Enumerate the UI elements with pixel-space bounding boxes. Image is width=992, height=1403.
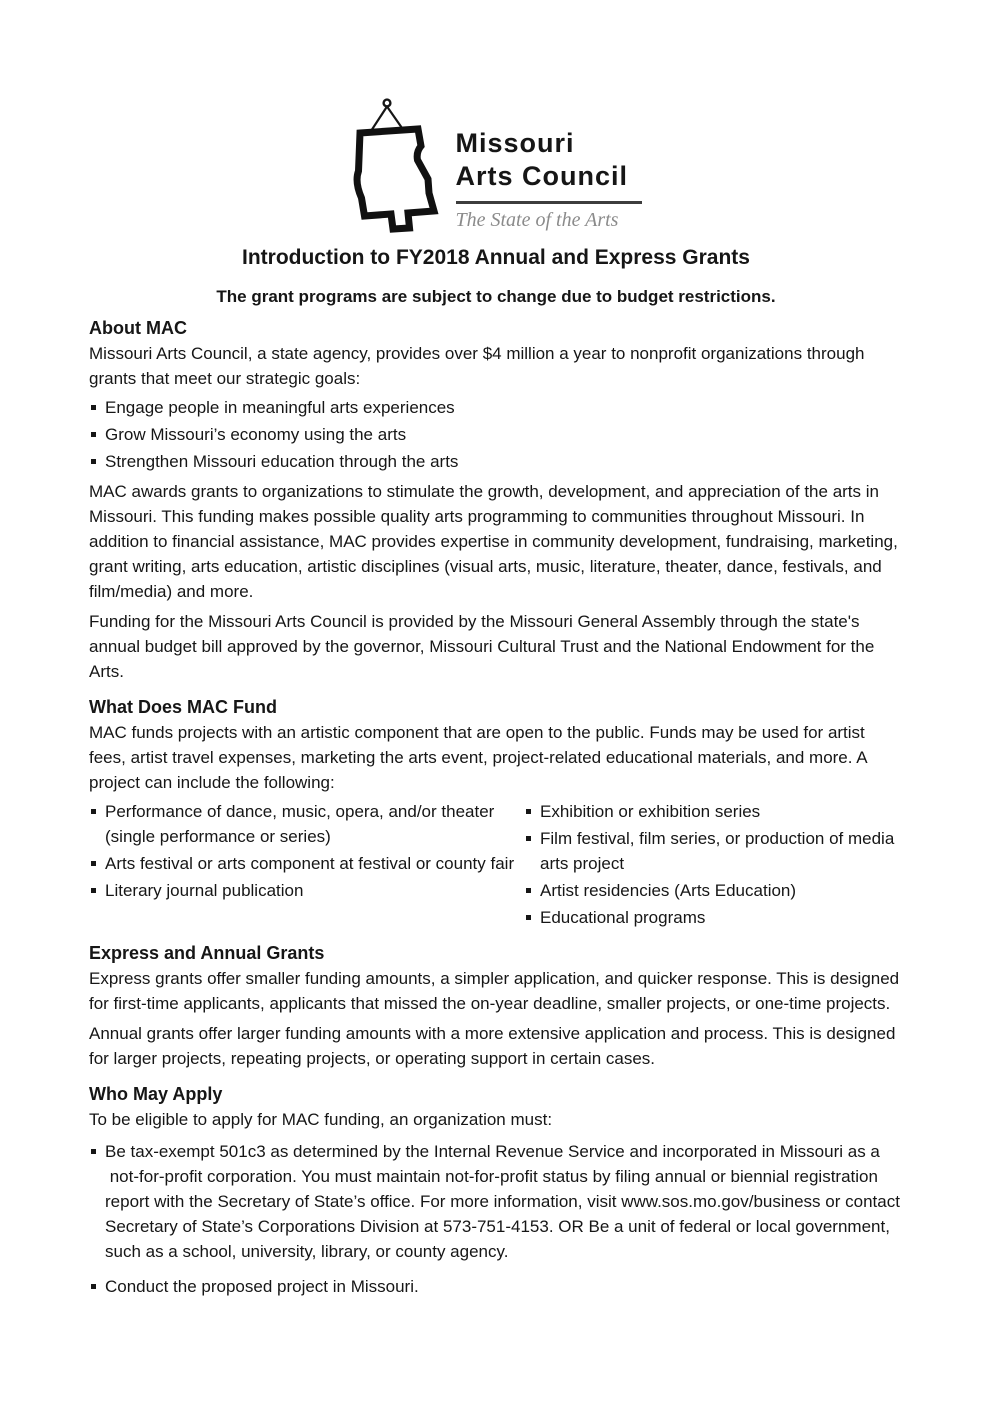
heading-about-mac: About MAC <box>89 318 187 338</box>
eligibility-list <box>89 1139 903 1299</box>
fund-list-column-left <box>89 799 524 930</box>
section-who-may-apply <box>89 1082 903 1299</box>
annual-grants-paragraph: Annual grants offer larger funding amounts with a more extensive application and process. This is designed for larger projects, repeating projects, or operating support in certain cases. <box>89 1024 896 1068</box>
logo-name-line1: Missouri <box>455 128 575 158</box>
strategic-goals-list <box>89 395 903 474</box>
missouri-state-hanging-frame-icon <box>351 94 443 234</box>
logo-divider <box>456 201 642 204</box>
list-item: Strengthen Missouri education through the arts <box>89 449 903 474</box>
apply-intro-paragraph: To be eligible to apply for MAC funding, an organization must: <box>89 1110 553 1129</box>
list-item: Be tax-exempt 501c3 as determined by the Internal Revenue Service and incorporated in Missouri as a not-for-profit corporation. You must maintain not-for-profit status by filing annual or biennial registration report with the Secretary of State’s office. For more information, visit www.sos.mo.gov/business or contact Secretary of State’s Corporations Division at 573-751-4153. OR Be a unit of federal or local government, such as a school, university, library, or county agency. <box>89 1139 903 1264</box>
heading-what-does-mac-fund: What Does MAC Fund <box>89 697 277 717</box>
list-item: Arts festival or arts component at festival or county fair <box>89 851 524 876</box>
section-about-mac <box>89 316 903 684</box>
list-item: Grow Missouri’s economy using the arts <box>89 422 903 447</box>
about-paragraph-2: Funding for the Missouri Arts Council is provided by the Missouri General Assembly through the state's annual budget bill approved by the governor, Missouri Cultural Trust and the National Endowment for the Arts. <box>89 612 875 681</box>
list-item: Artist residencies (Arts Education) <box>524 878 903 903</box>
heading-express-and-annual-grants: Express and Annual Grants <box>89 943 325 963</box>
heading-who-may-apply: Who May Apply <box>89 1084 223 1104</box>
logo-tagline: The State of the Arts <box>455 209 619 231</box>
list-item: Exhibition or exhibition series <box>524 799 903 824</box>
fund-project-types-columns <box>89 799 903 930</box>
section-express-and-annual-grants <box>89 941 903 1071</box>
document-subtitle: The grant programs are subject to change due to budget restrictions. <box>216 287 776 306</box>
section-what-does-mac-fund <box>89 695 903 930</box>
fund-list-column-right <box>524 799 903 930</box>
list-item: Educational programs <box>524 905 903 930</box>
document-title: Introduction to FY2018 Annual and Express Grants <box>242 246 750 269</box>
list-item: Conduct the proposed project in Missouri. <box>89 1274 903 1299</box>
about-paragraph-1: MAC awards grants to organizations to stimulate the growth, development, and appreciation of the arts in Missouri. This funding makes possible quality arts programming to communities throughout Missouri. In addition to financial assistance, MAC provides expertise in community development, fundraising, marketing, grant writing, arts education, artistic disciplines (visual arts, music, literature, theater, dance, festivals, and film/media) and more. <box>89 482 898 601</box>
about-intro-paragraph: Missouri Arts Council, a state agency, provides over $4 million a year to nonprofit organizations through grants that meet our strategic goals: <box>89 344 865 388</box>
fund-intro-paragraph: MAC funds projects with an artistic component that are open to the public. Funds may be used for artist fees, artist travel expenses, marketing the arts event, project-related educational materials, and more. A project can include the following: <box>89 723 867 792</box>
mac-logo <box>89 94 903 234</box>
list-item: Performance of dance, music, opera, and/or theater (single performance or series) <box>89 799 524 849</box>
list-item: Literary journal publication <box>89 878 524 903</box>
express-grants-paragraph: Express grants offer smaller funding amounts, a simpler application, and quicker response. This is designed for first-time applicants, applicants that missed the on-year deadline, smaller projects, or one-time projects. <box>89 969 900 1013</box>
logo-text-block <box>456 127 642 232</box>
list-item: Engage people in meaningful arts experiences <box>89 395 903 420</box>
logo-name-line2: Arts Council <box>455 161 629 191</box>
list-item: Film festival, film series, or production of media arts project <box>524 826 903 876</box>
